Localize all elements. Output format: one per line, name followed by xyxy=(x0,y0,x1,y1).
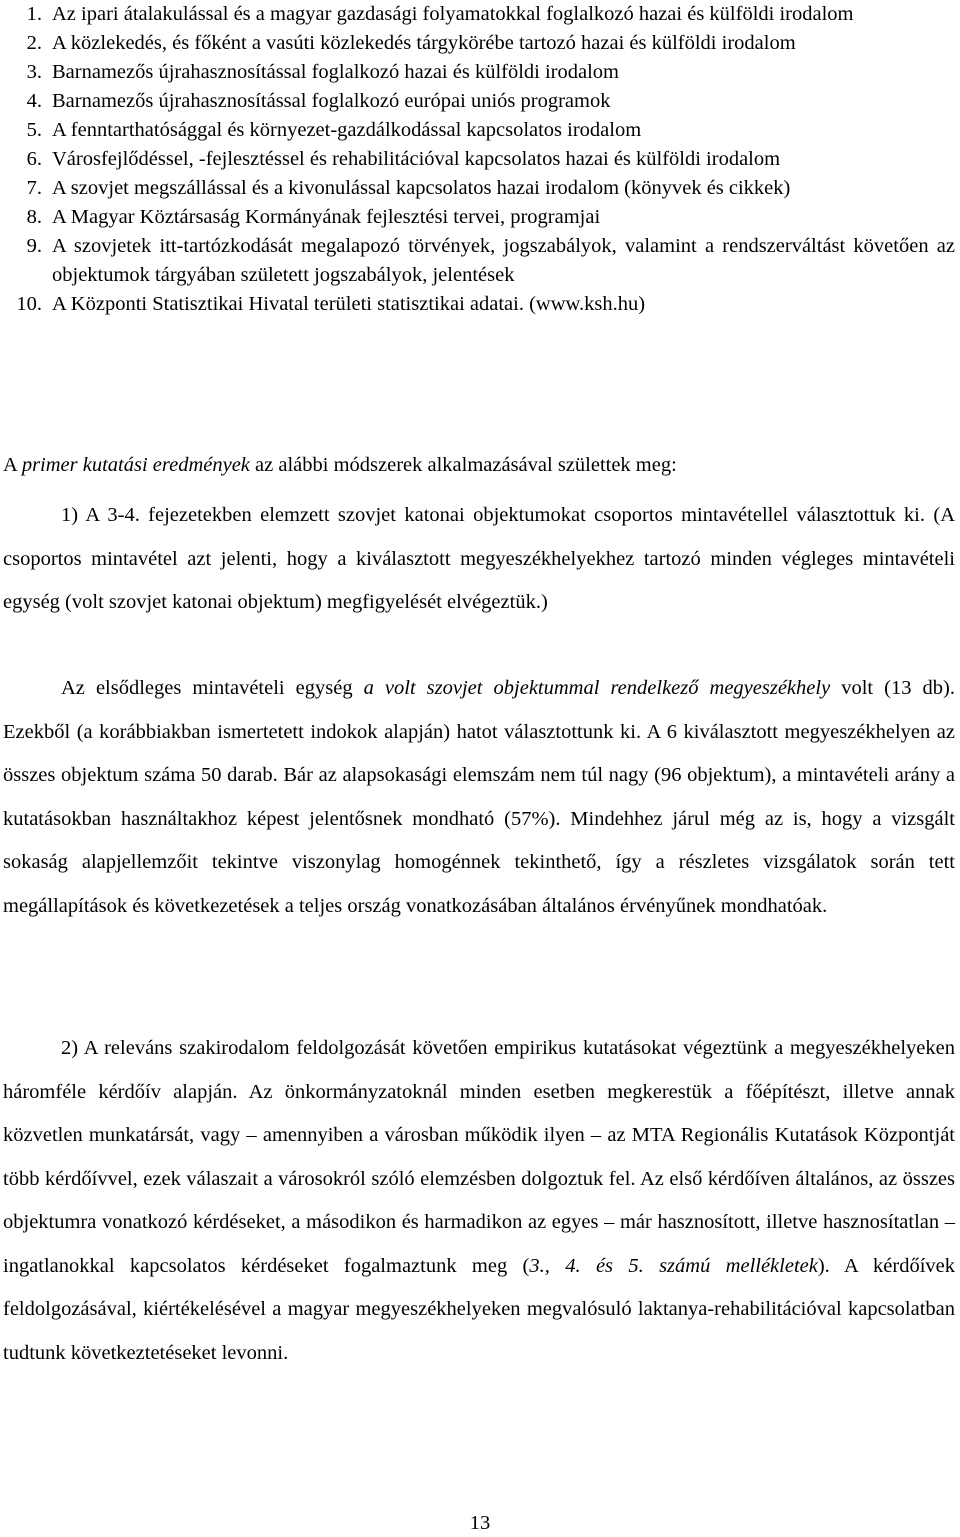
paragraph-emphasis: a volt szovjet objektummal rendelkező megyeszékhely xyxy=(363,677,831,699)
list-item xyxy=(0,203,955,232)
intro-text: A xyxy=(3,454,22,476)
method-paragraph-2 xyxy=(3,1027,955,1375)
paragraph-text-end: volt (13 db). Ezekből (a korábbiakban ismertetett indokok alapján) hatot választottunk ki. A 6 kiválasztott megyeszékhelyen az összes objektum száma 50 darab. Bár az alapsokasági elemszám nem túl nagy (96 objektum), a mintavételi arány a kutatásokban használtakhoz képest jelentősnek mondható (57%). Mindehhez járul még az is, hogy a vizsgált sokaság alapjellemzőit tekintve viszonylag homogénnek tekinthető, így a részletes vizsgálatok során tett megállapítások és következetések a teljes ország vonatkozásában általános érvényűnek mondhatóak. xyxy=(3,677,955,917)
list-number: 4. xyxy=(26,90,42,112)
list-number: 1. xyxy=(26,3,42,25)
page-number: 13 xyxy=(469,1512,491,1534)
paragraph-text-end: ). A kérdőívek feldolgozásával, kiértékelésével a magyar megyeszékhelyeken megvalósuló laktanya-rehabilitációval kapcsolatban tudtunk következtetéseket levonni. xyxy=(3,1254,955,1364)
list-number: 3. xyxy=(26,61,42,83)
list-number: 6. xyxy=(26,148,42,170)
list-number: 8. xyxy=(26,206,42,228)
list-text: Az ipari átalakulással és a magyar gazdasági folyamatokkal foglalkozó hazai és külföldi irodalom xyxy=(52,3,854,25)
list-item xyxy=(0,290,955,319)
paragraph-emphasis: 3., 4. és 5. számú mellékletek xyxy=(529,1254,818,1277)
list-number: 10. xyxy=(16,293,42,315)
list-text: A fenntarthatósággal és környezet-gazdálkodással kapcsolatos irodalom xyxy=(52,119,642,141)
list-item xyxy=(0,29,955,58)
list-item xyxy=(0,232,955,290)
list-item xyxy=(0,0,955,29)
paragraph-text: Az elsődleges mintavételi egység xyxy=(61,677,364,699)
list-text: A szovjet megszállással és a kivonulással kapcsolatos hazai irodalom (könyvek és cikkek) xyxy=(52,177,791,199)
paragraph-text: 1) A 3-4. fejezetekben elemzett szovjet katonai objektumokat csoportos mintavétellel választottuk ki. (A csoportos mintavétel azt jelenti, hogy a kiválasztott megyeszékhelyekhez tartozó minden végleges mintavételi egység (volt szovjet katonai objektum) megfigyelését elvégeztük.) xyxy=(3,504,955,613)
source-list xyxy=(0,0,955,319)
intro-text-end: az alábbi módszerek alkalmazásával születtek meg: xyxy=(249,454,677,476)
list-number: 9. xyxy=(26,235,42,257)
list-item xyxy=(0,87,955,116)
list-item xyxy=(0,116,955,145)
list-item xyxy=(0,58,955,87)
list-text: A szovjetek itt-tartózkodását megalapozó törvények, jogszabályok, valamint a rendszerváltást követően az objektumok tárgyában született jogszabályok, jelentések xyxy=(52,235,955,286)
sampling-paragraph xyxy=(3,667,955,928)
paragraph-text: 2) A releváns szakirodalom feldolgozását követően empirikus kutatásokat végeztünk a megyeszékhelyeken háromféle kérdőív alapján. Az önkormányzatoknál minden esetben megkerestük a főépítészt, illetve annak közvetlen munkatársát, vagy – amennyiben a városban működik ilyen – az MTA Regionális Kutatások Központját több kérdőívvel, ezek válaszait a városokról szóló elemzésben dolgoztuk fel. Az első kérdőíven általános, az összes objektumra vonatkozó kérdéseket, a másodikon és harmadikon az egyes – már hasznosított, illetve hasznosítatlan – ingatlanokkal kapcsolatos kérdéseket fogalmaztunk meg ( xyxy=(3,1037,955,1277)
list-text: A Központi Statisztikai Hivatal területi statisztikai adatai. (www.ksh.hu) xyxy=(52,293,646,315)
list-number: 5. xyxy=(26,119,42,141)
list-item xyxy=(0,174,955,203)
list-text: Városfejlődéssel, -fejlesztéssel és rehabilitációval kapcsolatos hazai és külföldi irodalom xyxy=(52,148,781,170)
list-text: A Magyar Köztársaság Kormányának fejlesztési tervei, programjai xyxy=(52,206,601,228)
list-text: A közlekedés, és főként a vasúti közlekedés tárgykörébe tartozó hazai és külföldi irodalom xyxy=(52,32,796,54)
list-text: Barnamezős újrahasznosítással foglalkozó hazai és külföldi irodalom xyxy=(52,61,619,83)
methods-intro xyxy=(3,454,677,477)
method-paragraph-1 xyxy=(3,494,955,625)
list-number: 2. xyxy=(26,32,42,54)
list-text: Barnamezős újrahasznosítással foglalkozó európai uniós programok xyxy=(52,90,611,112)
intro-emphasis: primer kutatási eredmények xyxy=(21,454,250,476)
list-number: 7. xyxy=(26,177,42,199)
list-item xyxy=(0,145,955,174)
